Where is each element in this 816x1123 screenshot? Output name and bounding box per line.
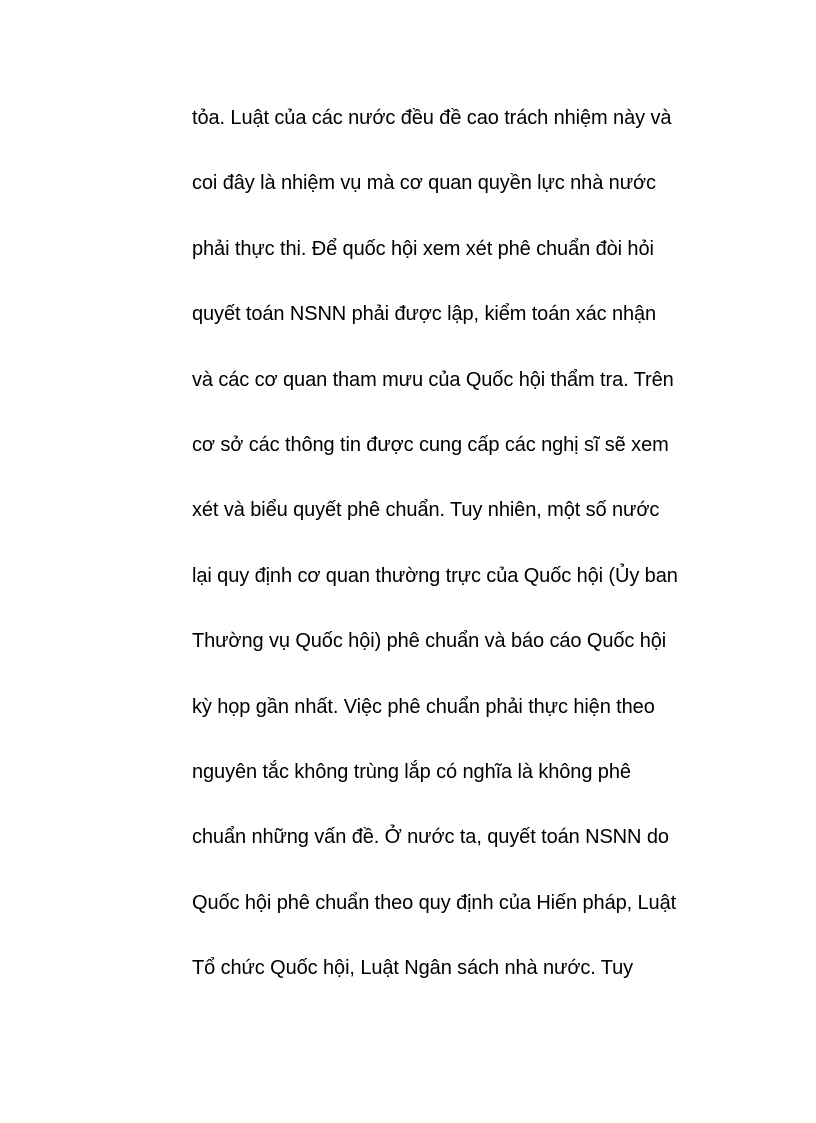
- text-line: quyết toán NSNN phải được lập, kiểm toán xác nhận: [192, 303, 657, 326]
- text-line: Quốc hội phê chuẩn theo quy định của Hiến pháp, Luật: [192, 891, 677, 914]
- text-line: xét và biểu quyết phê chuẩn. Tuy nhiên, một số nước: [192, 499, 660, 522]
- text-line: Tổ chức Quốc hội, Luật Ngân sách nhà nước. Tuy: [192, 957, 634, 980]
- text-line: nguyên tắc không trùng lắp có nghĩa là không phê: [192, 760, 631, 783]
- text-line: lại quy định cơ quan thường trực của Quốc hội (Ủy ban: [192, 564, 678, 587]
- text-line: tỏa. Luật của các nước đều đề cao trách nhiệm này và: [192, 107, 672, 129]
- text-line: cơ sở các thông tin được cung cấp các nghị sĩ sẽ xem: [192, 433, 669, 456]
- text-line: Thường vụ Quốc hội) phê chuẩn và báo cáo Quốc hội: [192, 630, 667, 653]
- text-line: coi đây là nhiệm vụ mà cơ quan quyền lực nhà nước: [192, 172, 656, 195]
- text-line: và các cơ quan tham mưu của Quốc hội thẩm tra. Trên: [192, 368, 674, 391]
- text-line: chuẩn những vấn đề. Ở nước ta, quyết toán NSNN do: [192, 826, 669, 849]
- text-line: kỳ họp gần nhất. Việc phê chuẩn phải thực hiện theo: [192, 695, 655, 718]
- body-text: [192, 98, 752, 1013]
- text-line: phải thực thi. Để quốc hội xem xét phê chuẩn đòi hỏi: [192, 237, 654, 260]
